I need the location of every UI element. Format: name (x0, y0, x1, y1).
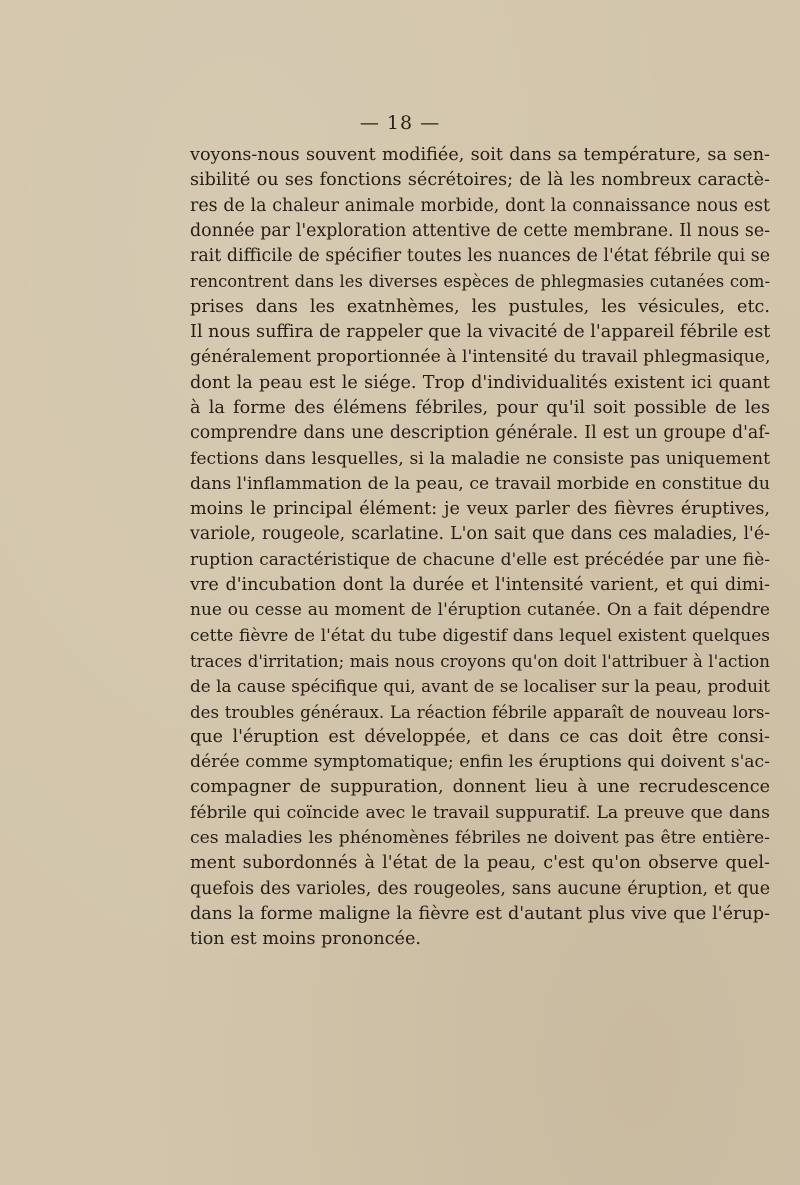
text-line: des troubles généraux. La réaction fébrile apparaît de nouveau lors- (190, 702, 770, 722)
text-line: voyons-nous souvent modifiée, soit dans sa température, sa sen- (190, 145, 770, 165)
text-line: nue ou cesse au moment de l'éruption cutanée. On a fait dépendre (190, 600, 770, 621)
text-line: rait difficile de spécifier toutes les nuances de l'état fébrile qui se (190, 246, 770, 267)
text-line: dérée comme symptomatique; enfin les éruptions qui doivent s'ac- (190, 752, 770, 773)
text-line: vre d'incubation dont la durée et l'intensité varient, et qui dimi- (190, 575, 770, 596)
text-line: que l'éruption est développée, et dans ce cas doit être consi- (190, 726, 770, 747)
text-line: fébrile qui coïncide avec le travail suppuratif. La preuve que dans (190, 802, 770, 823)
text-line: de la cause spécifique qui, avant de se localiser sur la peau, produit (190, 676, 770, 697)
text-line: sibilité ou ses fonctions sécrétoires; de là les nombreux caractè- (190, 170, 770, 191)
text-line: cette fièvre de l'état du tube digestif dans lequel existent quelques (190, 625, 770, 646)
text-line: fections dans lesquelles, si la maladie ne consiste pas uniquement (190, 448, 770, 469)
text-line: donnée par l'exploration attentive de cette membrane. Il nous se- (190, 220, 770, 241)
text-line: variole, rougeole, scarlatine. L'on sait que dans ces maladies, l'é- (190, 524, 770, 545)
text-line: ruption caractéristique de chacune d'elle est précédée par une fiè- (190, 549, 770, 570)
text-line: traces d'irritation; mais nous croyons qu'on doit l'attribuer à l'action (190, 651, 770, 671)
text-line: comprendre dans une description générale. Il est un groupe d'af- (190, 423, 770, 444)
page-number: — 18 — (359, 112, 441, 134)
text-line: dont la peau est le siége. Trop d'individualités existent ici quant (190, 372, 770, 393)
text-line-last: tion est moins prononcée. (190, 929, 421, 950)
text-line: dans l'inflammation de la peau, ce travail morbide en constitue du (190, 473, 770, 494)
text-line: moins le principal élément: je veux parler des fièvres éruptives, (190, 499, 770, 520)
text-line: quefois des varioles, des rougeoles, sans aucune éruption, et que (190, 878, 770, 899)
text-line: ces maladies les phénomènes fébriles ne doivent pas être entière- (190, 828, 770, 849)
body-text (190, 143, 770, 953)
text-line: dans la forme maligne la fièvre est d'autant plus vive que l'érup- (190, 903, 770, 924)
text-line: rencontrent dans les diverses espèces de phlegmasies cutanées com- (190, 272, 770, 292)
text-line: Il nous suffira de rappeler que la vivacité de l'appareil fébrile est (190, 322, 770, 343)
text-line: prises dans les exatnhèmes, les pustules, les vésicules, etc. (190, 296, 770, 317)
text-line: ment subordonnés à l'état de la peau, c'est qu'on observe quel- (190, 853, 770, 874)
text-line: généralement proportionnée à l'intensité du travail phlegmasique, (190, 347, 770, 368)
text-line: à la forme des élémens fébriles, pour qu'il soit possible de les (190, 397, 770, 418)
text-line: res de la chaleur animale morbide, dont la connaissance nous est (190, 195, 770, 216)
text-line: compagner de suppuration, donnent lieu à une recrudescence (190, 777, 770, 798)
